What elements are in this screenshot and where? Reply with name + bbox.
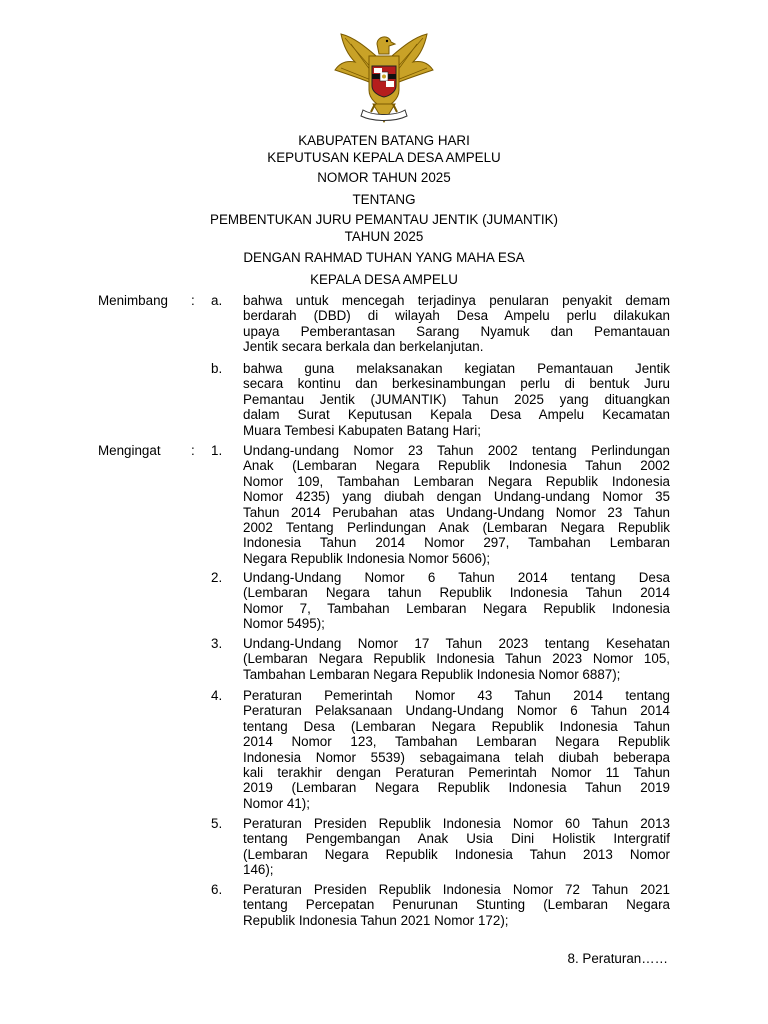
mengingat-item-text	[243, 570, 670, 632]
text-line: Indonesia Nomor 5539) sebagaimana telah diubah beberapa	[243, 749, 670, 765]
header-block	[0, 132, 768, 166]
menimbang-item-marker: a.	[211, 293, 223, 308]
text-line: upaya Pemberantasan Sarang Nyamuk dan Pemantauan	[243, 323, 670, 339]
text-line: bahwa untuk mencegah terjadinya penularan penyakit demam	[243, 293, 670, 308]
mengingat-item-text	[243, 443, 670, 566]
text-line: Nomor 7, Tambahan Lembaran Negara Republik Indonesia	[243, 600, 670, 616]
menimbang-label: Menimbang	[98, 293, 168, 308]
continuation-note: 8. Peraturan……	[567, 951, 668, 966]
text-line: Tahun 2014 Perubahan atas Undang-Undang Nomor 23 Tahun	[243, 504, 670, 520]
text-line: 2019 (Lembaran Negara Republik Indonesia Tahun 2019	[243, 780, 670, 796]
text-line: tentang Percepatan Penurunan Stunting (Lembaran Negara	[243, 897, 670, 913]
menimbang-colon: :	[191, 293, 195, 308]
text-line: Undang-undang Nomor 23 Tahun 2002 tentang Perlindungan	[243, 443, 670, 458]
text-line: Undang-Undang Nomor 17 Tahun 2023 tentang Kesehatan	[243, 636, 670, 651]
text-line: Nomor 4235) yang diubah dengan Undang-undang Nomor 35	[243, 489, 670, 505]
mengingat-item-text	[243, 636, 670, 682]
invocation: DENGAN RAHMAD TUHAN YANG MAHA ESA	[243, 250, 525, 265]
decree-number: NOMOR TAHUN 2025	[317, 170, 451, 185]
decree-title: KEPUTUSAN KEPALA DESA AMPELU	[267, 150, 501, 165]
text-line: 2002 Tentang Perlindungan Anak (Lembaran Negara Republik	[243, 520, 670, 536]
text-line: Pemantau Jentik (JUMANTIK) Tahun 2025 yang dituangkan	[243, 391, 670, 407]
mengingat-item-text	[243, 882, 670, 928]
mengingat-item-text	[243, 816, 670, 878]
text-line: (Lembaran Negara Republik Indonesia Tahun 2013 Nomor	[243, 846, 670, 862]
text-line: Anak (Lembaran Negara Republik Indonesia Tahun 2002	[243, 458, 670, 474]
text-line: tentang Desa (Lembaran Negara Republik Indonesia Tahun	[243, 718, 670, 734]
regency-name: KABUPATEN BATANG HARI	[298, 133, 470, 148]
garuda-emblem	[333, 30, 435, 130]
text-line: Jentik secara berkala dan berkelanjutan.	[243, 339, 484, 355]
text-line: Nomor 5495);	[243, 616, 325, 632]
official-title: KEPALA DESA AMPELU	[310, 272, 458, 287]
text-line: tentang Pengembangan Anak Usia Dini Holistik Intergratif	[243, 831, 670, 847]
text-line: Tambahan Lembaran Negara Republik Indonesia Nomor 6887);	[243, 666, 621, 682]
text-line: Undang-Undang Nomor 6 Tahun 2014 tentang Desa	[243, 570, 670, 585]
mengingat-item-marker: 3.	[211, 636, 223, 651]
mengingat-label: Mengingat	[98, 443, 161, 458]
text-line: 146);	[243, 862, 274, 878]
text-line: (Lembaran Negara tahun Republik Indonesia Tahun 2014	[243, 585, 670, 601]
text-line: (Lembaran Negara Republik Indonesia Tahun 2023 Nomor 105,	[243, 651, 670, 667]
menimbang-item-text	[243, 361, 670, 438]
text-line: Peraturan Pemerintah Nomor 43 Tahun 2014 tentang	[243, 688, 670, 703]
menimbang-item-marker: b.	[211, 361, 223, 376]
text-line: Peraturan Presiden Republik Indonesia Nomor 60 Tahun 2013	[243, 816, 670, 831]
subject-year: TAHUN 2025	[344, 229, 424, 244]
text-line: kali terakhir dengan Peraturan Pemerintah Nomor 11 Tahun	[243, 765, 670, 781]
mengingat-item-text	[243, 688, 670, 811]
mengingat-colon: :	[191, 443, 195, 458]
subject-block	[0, 211, 768, 245]
mengingat-item-marker: 1.	[211, 443, 223, 458]
mengingat-item-marker: 2.	[211, 570, 223, 585]
text-line: berdarah (DBD) di wilayah Desa Ampelu perlu dilakukan	[243, 308, 670, 324]
mengingat-item-marker: 6.	[211, 882, 223, 897]
text-line: Republik Indonesia Tahun 2021 Nomor 172);	[243, 912, 509, 928]
text-line: dalam Surat Keputusan Kepala Desa Ampelu Kecamatan	[243, 407, 670, 423]
text-line: Nomor 109, Tambahan Lembaran Negara Republik Indonesia	[243, 473, 670, 489]
text-line: Nomor 41);	[243, 795, 310, 811]
menimbang-item-text	[243, 293, 670, 355]
text-line: Peraturan Presiden Republik Indonesia Nomor 72 Tahun 2021	[243, 882, 670, 897]
subject-title: PEMBENTUKAN JURU PEMANTAU JENTIK (JUMANTIK)	[210, 212, 558, 227]
mengingat-item-marker: 4.	[211, 688, 223, 703]
text-line: Indonesia Tahun 2014 Nomor 297, Tambahan Lembaran	[243, 535, 670, 551]
text-line: Muara Tembesi Kabupaten Batang Hari;	[243, 422, 481, 438]
text-line: secara kontinu dan berkesinambungan perlu di bentuk Juru	[243, 376, 670, 392]
mengingat-item-marker: 5.	[211, 816, 223, 831]
tentang-label: TENTANG	[352, 192, 416, 207]
text-line: Peraturan Pelaksanaan Undang-Undang Nomor 6 Tahun 2014	[243, 703, 670, 719]
text-line: Negara Republik Indonesia Nomor 5606);	[243, 550, 491, 566]
text-line: bahwa guna melaksanakan kegiatan Pemantauan Jentik	[243, 361, 670, 376]
text-line: 2014 Nomor 123, Tambahan Lembaran Negara Republik	[243, 734, 670, 750]
